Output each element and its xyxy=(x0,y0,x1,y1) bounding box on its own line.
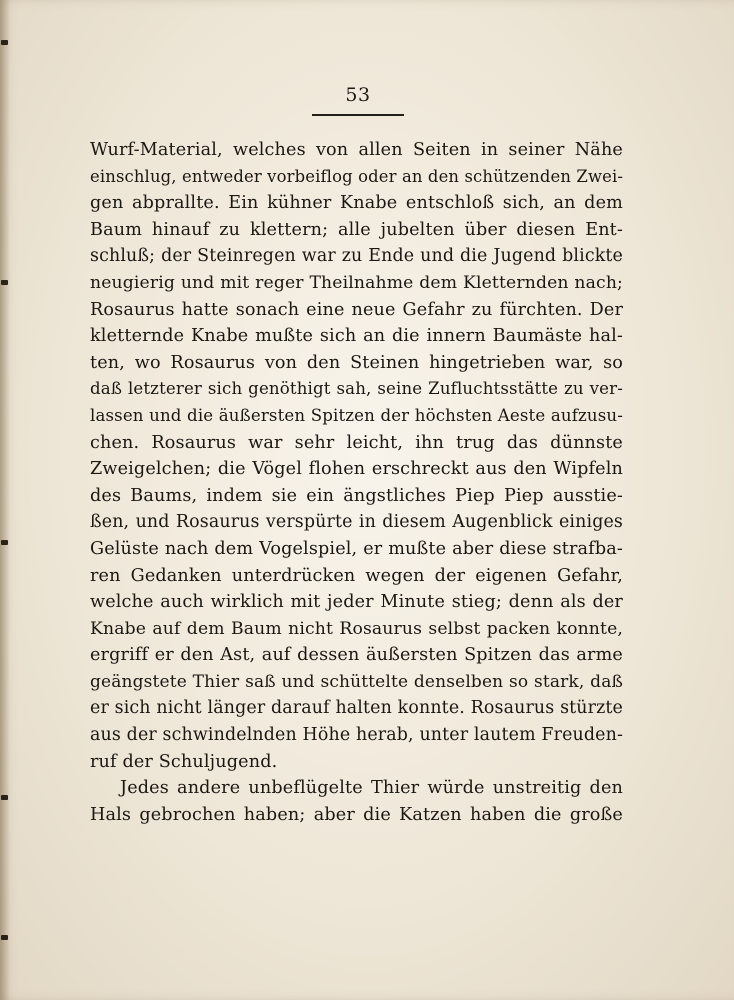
text-line: ren Gedanken unterdrücken wegen der eigenen Gefahr, xyxy=(90,565,623,586)
text-line: ergriff er den Ast, auf dessen äußersten Spitzen das arme xyxy=(90,645,623,666)
text-line: neugierig und mit reger Theilnahme dem Kletternden nach; xyxy=(90,272,623,293)
binding-stitch xyxy=(1,540,8,545)
text-line: lassen und die äußersten Spitzen der höchsten Aeste aufzusu- xyxy=(90,405,623,425)
text-line: geängstete Thier saß und schüttelte denselben so stark, daß xyxy=(90,671,623,692)
text-line: einschlug, entweder vorbeiflog oder an den schützenden Zwei- xyxy=(90,166,624,186)
text-line: kletternde Knabe mußte sich an die innern Baumäste hal- xyxy=(90,326,623,347)
text-line: Jedes andere unbeflügelte Thier würde unstreitig den xyxy=(120,778,623,799)
text-line: Zweigelchen; die Vögel flohen erschreckt aus den Wipfeln xyxy=(90,459,623,480)
text-line: welche auch wirklich mit jeder Minute stieg; denn als der xyxy=(90,592,623,613)
text-line: schluß; der Steinregen war zu Ende und die Jugend blickte xyxy=(90,246,623,267)
text-line: ruf der Schuljugend. xyxy=(90,751,278,772)
text-line: gen abprallte. Ein kühner Knabe entschloß sich, an dem xyxy=(90,193,623,214)
binding-stitch xyxy=(1,795,8,800)
page-spine-shadow xyxy=(0,0,10,1000)
text-line: ten, wo Rosaurus von den Steinen hingetrieben war, so xyxy=(90,352,623,373)
text-line: Hals gebrochen haben; aber die Katzen haben die große xyxy=(90,804,623,825)
binding-stitch xyxy=(1,40,8,45)
text-line: Baum hinauf zu klettern; alle jubelten über diesen Ent- xyxy=(90,219,623,240)
text-line: des Baums, indem sie ein ängstliches Piep Piep ausstie- xyxy=(90,485,623,506)
text-line: Rosaurus hatte sonach eine neue Gefahr zu fürchten. Der xyxy=(90,299,623,320)
text-line: Gelüste nach dem Vogelspiel, er mußte aber diese strafba- xyxy=(90,538,623,559)
paragraph xyxy=(90,775,623,828)
body-text xyxy=(90,137,623,828)
text-line: ßen, und Rosaurus verspürte in diesem Augenblick einiges xyxy=(90,512,623,533)
page-number: 53 xyxy=(345,84,371,106)
header-rule xyxy=(312,114,404,116)
text-line: Knabe auf dem Baum nicht Rosaurus selbst packen konnte, xyxy=(90,618,623,639)
binding-stitch xyxy=(1,935,8,940)
binding-stitch xyxy=(1,280,8,285)
text-line: Wurf-Material, welches von allen Seiten in seiner Nähe xyxy=(90,140,623,160)
text-line: chen. Rosaurus war sehr leicht, ihn trug das dünnste xyxy=(90,432,623,453)
paragraph xyxy=(90,137,623,775)
text-line: aus der schwindelnden Höhe herab, unter lautem Freuden- xyxy=(90,725,623,746)
text-line: er sich nicht länger darauf halten konnte. Rosaurus stürzte xyxy=(90,698,623,719)
text-line: daß letzterer sich genöthigt sah, seine Zufluchtsstätte zu ver- xyxy=(90,379,623,399)
